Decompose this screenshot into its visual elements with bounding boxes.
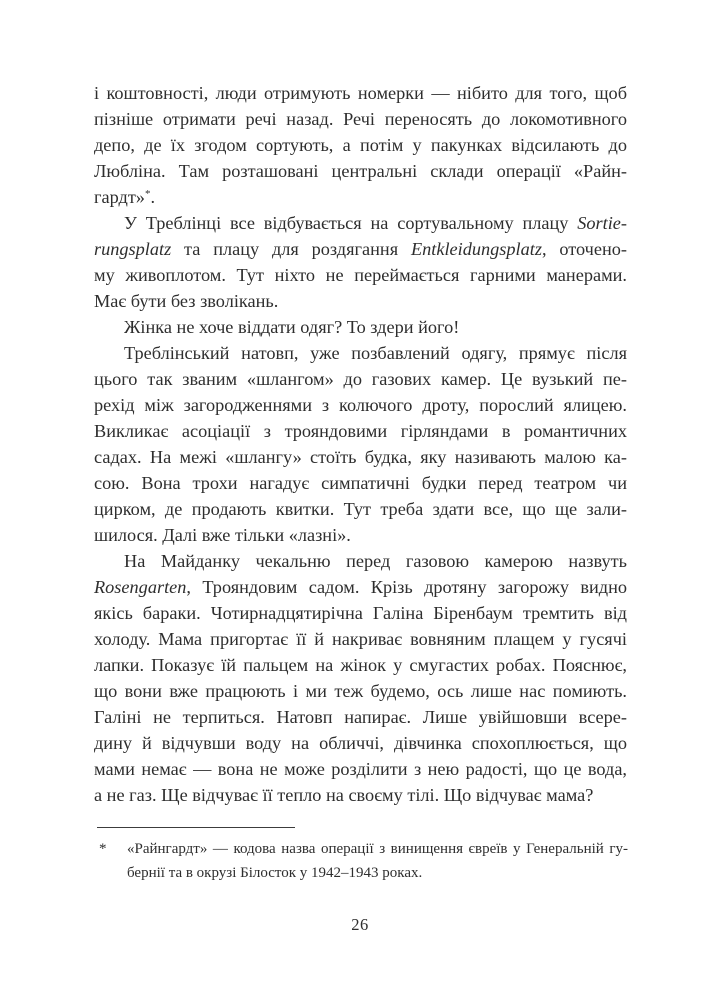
- text-run: , оточено-: [541, 239, 627, 259]
- text-run: і коштовності, люди отримують номерки — нібито для того, щоб: [94, 83, 627, 103]
- text-line: [94, 366, 627, 392]
- text-line: [94, 314, 627, 340]
- text-line: [127, 861, 628, 885]
- text-line: [94, 470, 627, 496]
- page-number: 26: [351, 915, 369, 934]
- text-line: [94, 184, 627, 210]
- text-run: шилося. Далі вже тільки «лазні».: [94, 525, 351, 545]
- footnote-separator: [97, 827, 295, 828]
- body-text: [94, 80, 627, 808]
- text-line: [94, 80, 627, 106]
- italic-run: Entkleidungsplatz: [410, 239, 542, 259]
- text-line: [94, 210, 627, 236]
- text-line: [94, 158, 627, 184]
- text-run: .: [150, 187, 156, 207]
- text-line: [94, 522, 627, 548]
- text-run: а не газ. Ще відчуває її тепло на своєму тілі. Що відчуває мама?: [94, 785, 594, 805]
- footnote-text: [127, 837, 628, 885]
- text-run: депо, де їх згодом сортують, а потім у пакунках відсилають до: [94, 135, 627, 155]
- text-run: цирком, де продають квитки. Тут треба здати все, що ще зали-: [94, 499, 627, 519]
- text-run: Викликає асоціації з трояндовими гірляндами в романтичних: [94, 421, 627, 441]
- italic-run: Rosengarten: [94, 577, 187, 597]
- text-run: дину й відчувши воду на обличчі, дівчинка спохоплюється, що: [94, 733, 627, 753]
- text-run: мами немає — вона не може розділити з нею радості, що це вода,: [94, 759, 627, 779]
- text-run: садах. На межі «шлангу» стоїть будка, яку називають малою ка-: [94, 447, 627, 467]
- text-line: [94, 236, 627, 262]
- text-line: [94, 392, 627, 418]
- text-run: що вони вже працюють і ми теж будемо, ось лише нас помиють.: [94, 681, 627, 701]
- text-run: цього так званим «шлангом» до газових камер. Це вузький пе-: [94, 369, 627, 389]
- text-run: Має бути без зволікань.: [94, 291, 279, 311]
- text-line: [94, 574, 627, 600]
- text-run: бернії та в окрузі Білосток у 1942–1943 роках.: [127, 865, 423, 881]
- text-run: «Райнгардт» — кодова назва операції з винищення євреїв у Генеральній гу-: [127, 841, 628, 857]
- text-line: [94, 444, 627, 470]
- text-run: лапки. Показує їй пальцем на жінок у смугастих робах. Пояснює,: [94, 655, 627, 675]
- text-line: [94, 600, 627, 626]
- italic-run: rungsplatz: [94, 239, 172, 259]
- text-line: [94, 730, 627, 756]
- text-run: Треблінський натовп, уже позбавлений одягу, прямує після: [124, 343, 627, 363]
- text-run: У Треблінці все відбувається на сортувальному плацу: [124, 213, 578, 233]
- text-run: му живоплотом. Тут ніхто не переймається гарними манерами.: [94, 265, 627, 285]
- footnote-reference: *: [144, 187, 151, 200]
- text-line: [94, 626, 627, 652]
- text-run: сою. Вона трохи нагадує симпатичні будки перед театром чи: [94, 473, 627, 493]
- text-run: якісь бараки. Чотирнадцятирічна Галіна Біренбаум тремтить від: [94, 603, 627, 623]
- text-line: [94, 652, 627, 678]
- text-line: [94, 548, 627, 574]
- text-line: [94, 704, 627, 730]
- text-line: [94, 678, 627, 704]
- text-run: Жінка не хоче віддати одяг? То здери його!: [124, 317, 460, 337]
- text-line: [94, 106, 627, 132]
- text-line: [94, 496, 627, 522]
- text-line: [94, 418, 627, 444]
- text-run: пізніше отримати речі назад. Речі переносять до локомотивного: [94, 109, 627, 129]
- text-line: [94, 782, 627, 808]
- footnote-marker: *: [99, 841, 107, 857]
- text-line: [127, 837, 628, 861]
- text-run: На Майданку чекальню перед газовою камерою назвуть: [124, 551, 627, 571]
- text-run: , Трояндовим садом. Крізь дротяну загорожу видно: [186, 577, 627, 597]
- text-run: Любліна. Там розташовані центральні склади операції «Райн-: [94, 161, 627, 181]
- text-line: [94, 288, 627, 314]
- text-line: [94, 340, 627, 366]
- text-line: [94, 262, 627, 288]
- text-run: рехід між загородженнями з колючого дроту, порослий ялицею.: [94, 395, 627, 415]
- text-run: холоду. Мама пригортає її й накриває вовняним плащем у гусячі: [94, 629, 627, 649]
- text-line: [94, 756, 627, 782]
- text-run: та плацу для роздягання: [171, 239, 411, 259]
- text-run: Галіні не терпиться. Натовп напирає. Лише увійшовши всере-: [94, 707, 627, 727]
- text-line: [94, 132, 627, 158]
- text-run: гардт»: [94, 187, 145, 207]
- footnote: [97, 837, 628, 885]
- italic-run: Sortie-: [577, 213, 627, 233]
